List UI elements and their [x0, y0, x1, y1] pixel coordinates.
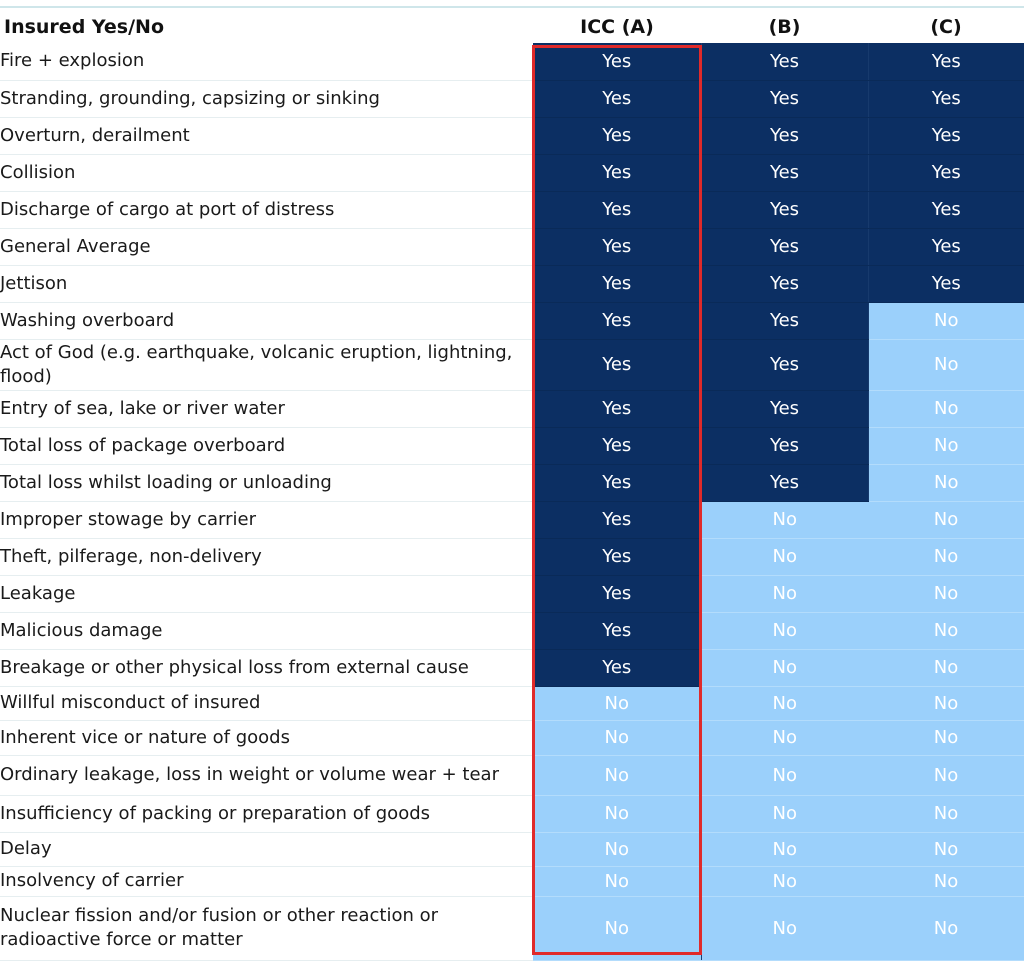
icc-b-cell: Yes	[701, 154, 868, 191]
icc-a-cell: Yes	[533, 117, 701, 154]
icc-c-cell: No	[868, 464, 1024, 501]
risk-label: Ordinary leakage, loss in weight or volume wear + tear	[0, 755, 533, 795]
icc-a-cell: Yes	[533, 80, 701, 117]
risk-label: Discharge of cargo at port of distress	[0, 191, 533, 228]
table-row	[0, 755, 1024, 795]
icc-a-cell: Yes	[533, 390, 701, 427]
top-rule	[0, 6, 1024, 8]
icc-a-cell: Yes	[533, 265, 701, 302]
risk-label: Washing overboard	[0, 302, 533, 339]
table-row	[0, 339, 1024, 390]
table-row	[0, 427, 1024, 464]
icc-c-cell: No	[868, 720, 1024, 755]
icc-a-cell: No	[533, 866, 701, 896]
icc-c-cell: No	[868, 339, 1024, 390]
table-row	[0, 649, 1024, 686]
risk-label: Theft, pilferage, non-delivery	[0, 538, 533, 575]
icc-c-cell: No	[868, 832, 1024, 866]
table-row	[0, 575, 1024, 612]
table-row	[0, 228, 1024, 265]
icc-a-cell: Yes	[533, 427, 701, 464]
table-row	[0, 686, 1024, 720]
table-row	[0, 832, 1024, 866]
icc-b-cell: No	[701, 501, 868, 538]
icc-b-cell: No	[701, 896, 868, 960]
icc-b-cell: No	[701, 795, 868, 832]
table-row	[0, 501, 1024, 538]
icc-c-cell: Yes	[868, 43, 1024, 80]
risk-label: Delay	[0, 832, 533, 866]
icc-b-cell: No	[701, 649, 868, 686]
header-icc-b: (B)	[701, 10, 868, 43]
risk-label: Insolvency of carrier	[0, 866, 533, 896]
risk-label: Entry of sea, lake or river water	[0, 390, 533, 427]
table-row	[0, 390, 1024, 427]
icc-b-cell: Yes	[701, 80, 868, 117]
table-row	[0, 117, 1024, 154]
icc-b-cell: Yes	[701, 191, 868, 228]
icc-b-cell: Yes	[701, 43, 868, 80]
risk-label: Total loss whilst loading or unloading	[0, 464, 533, 501]
icc-b-cell: No	[701, 832, 868, 866]
icc-b-cell: Yes	[701, 117, 868, 154]
table-row	[0, 795, 1024, 832]
coverage-table	[0, 10, 1024, 961]
icc-c-cell: Yes	[868, 191, 1024, 228]
icc-c-cell: No	[868, 538, 1024, 575]
header-icc-a: ICC (A)	[533, 10, 701, 43]
icc-c-cell: No	[868, 896, 1024, 960]
icc-b-cell: No	[701, 686, 868, 720]
icc-b-cell: No	[701, 612, 868, 649]
risk-label: Overturn, derailment	[0, 117, 533, 154]
table-row	[0, 720, 1024, 755]
header-icc-c: (C)	[868, 10, 1024, 43]
icc-a-cell: No	[533, 896, 701, 960]
risk-label: Malicious damage	[0, 612, 533, 649]
table-row	[0, 464, 1024, 501]
icc-c-cell: Yes	[868, 80, 1024, 117]
table-row	[0, 154, 1024, 191]
icc-c-cell: No	[868, 427, 1024, 464]
icc-b-cell: No	[701, 538, 868, 575]
icc-b-cell: Yes	[701, 339, 868, 390]
icc-a-cell: Yes	[533, 191, 701, 228]
icc-c-cell: No	[868, 575, 1024, 612]
risk-label: Jettison	[0, 265, 533, 302]
icc-c-cell: No	[868, 390, 1024, 427]
risk-label: Act of God (e.g. earthquake, volcanic eruption, lightning, flood)	[0, 339, 533, 390]
icc-b-cell: Yes	[701, 464, 868, 501]
icc-a-cell: Yes	[533, 501, 701, 538]
table-row	[0, 612, 1024, 649]
icc-c-cell: No	[868, 501, 1024, 538]
icc-b-cell: No	[701, 866, 868, 896]
risk-label: Inherent vice or nature of goods	[0, 720, 533, 755]
header-row	[0, 10, 1024, 43]
icc-b-cell: No	[701, 755, 868, 795]
header-insured: Insured Yes/No	[0, 10, 533, 43]
icc-b-cell: No	[701, 575, 868, 612]
icc-b-cell: Yes	[701, 427, 868, 464]
table-row	[0, 265, 1024, 302]
icc-a-cell: Yes	[533, 612, 701, 649]
icc-a-cell: No	[533, 795, 701, 832]
icc-c-cell: No	[868, 649, 1024, 686]
table-row	[0, 302, 1024, 339]
icc-a-cell: Yes	[533, 228, 701, 265]
icc-c-cell: Yes	[868, 228, 1024, 265]
table-row	[0, 191, 1024, 228]
icc-c-cell: No	[868, 686, 1024, 720]
table-row	[0, 896, 1024, 960]
icc-a-cell: No	[533, 755, 701, 795]
risk-label: Improper stowage by carrier	[0, 501, 533, 538]
table-row	[0, 43, 1024, 80]
icc-c-cell: Yes	[868, 265, 1024, 302]
icc-b-cell: Yes	[701, 265, 868, 302]
icc-b-cell: Yes	[701, 390, 868, 427]
table-row	[0, 866, 1024, 896]
risk-label: Breakage or other physical loss from external cause	[0, 649, 533, 686]
table-row	[0, 80, 1024, 117]
icc-a-cell: Yes	[533, 575, 701, 612]
table-row	[0, 538, 1024, 575]
icc-a-cell: Yes	[533, 302, 701, 339]
risk-label: Collision	[0, 154, 533, 191]
icc-a-cell: Yes	[533, 464, 701, 501]
icc-a-cell: Yes	[533, 154, 701, 191]
icc-c-cell: Yes	[868, 154, 1024, 191]
risk-label: Total loss of package overboard	[0, 427, 533, 464]
icc-c-cell: No	[868, 795, 1024, 832]
icc-a-cell: Yes	[533, 43, 701, 80]
risk-label: General Average	[0, 228, 533, 265]
risk-label: Stranding, grounding, capsizing or sinking	[0, 80, 533, 117]
icc-a-cell: Yes	[533, 339, 701, 390]
risk-label: Insufficiency of packing or preparation of goods	[0, 795, 533, 832]
icc-b-cell: No	[701, 720, 868, 755]
risk-label: Fire + explosion	[0, 43, 533, 80]
icc-c-cell: No	[868, 302, 1024, 339]
risk-label: Nuclear fission and/or fusion or other reaction or radioactive force or matter	[0, 896, 533, 960]
icc-c-cell: No	[868, 612, 1024, 649]
risk-label: Willful misconduct of insured	[0, 686, 533, 720]
icc-b-cell: Yes	[701, 302, 868, 339]
icc-a-cell: Yes	[533, 649, 701, 686]
icc-b-cell: Yes	[701, 228, 868, 265]
risk-label: Leakage	[0, 575, 533, 612]
icc-a-cell: No	[533, 686, 701, 720]
icc-c-cell: No	[868, 755, 1024, 795]
icc-a-cell: No	[533, 720, 701, 755]
icc-c-cell: No	[868, 866, 1024, 896]
icc-a-cell: Yes	[533, 538, 701, 575]
icc-c-cell: Yes	[868, 117, 1024, 154]
icc-a-cell: No	[533, 832, 701, 866]
